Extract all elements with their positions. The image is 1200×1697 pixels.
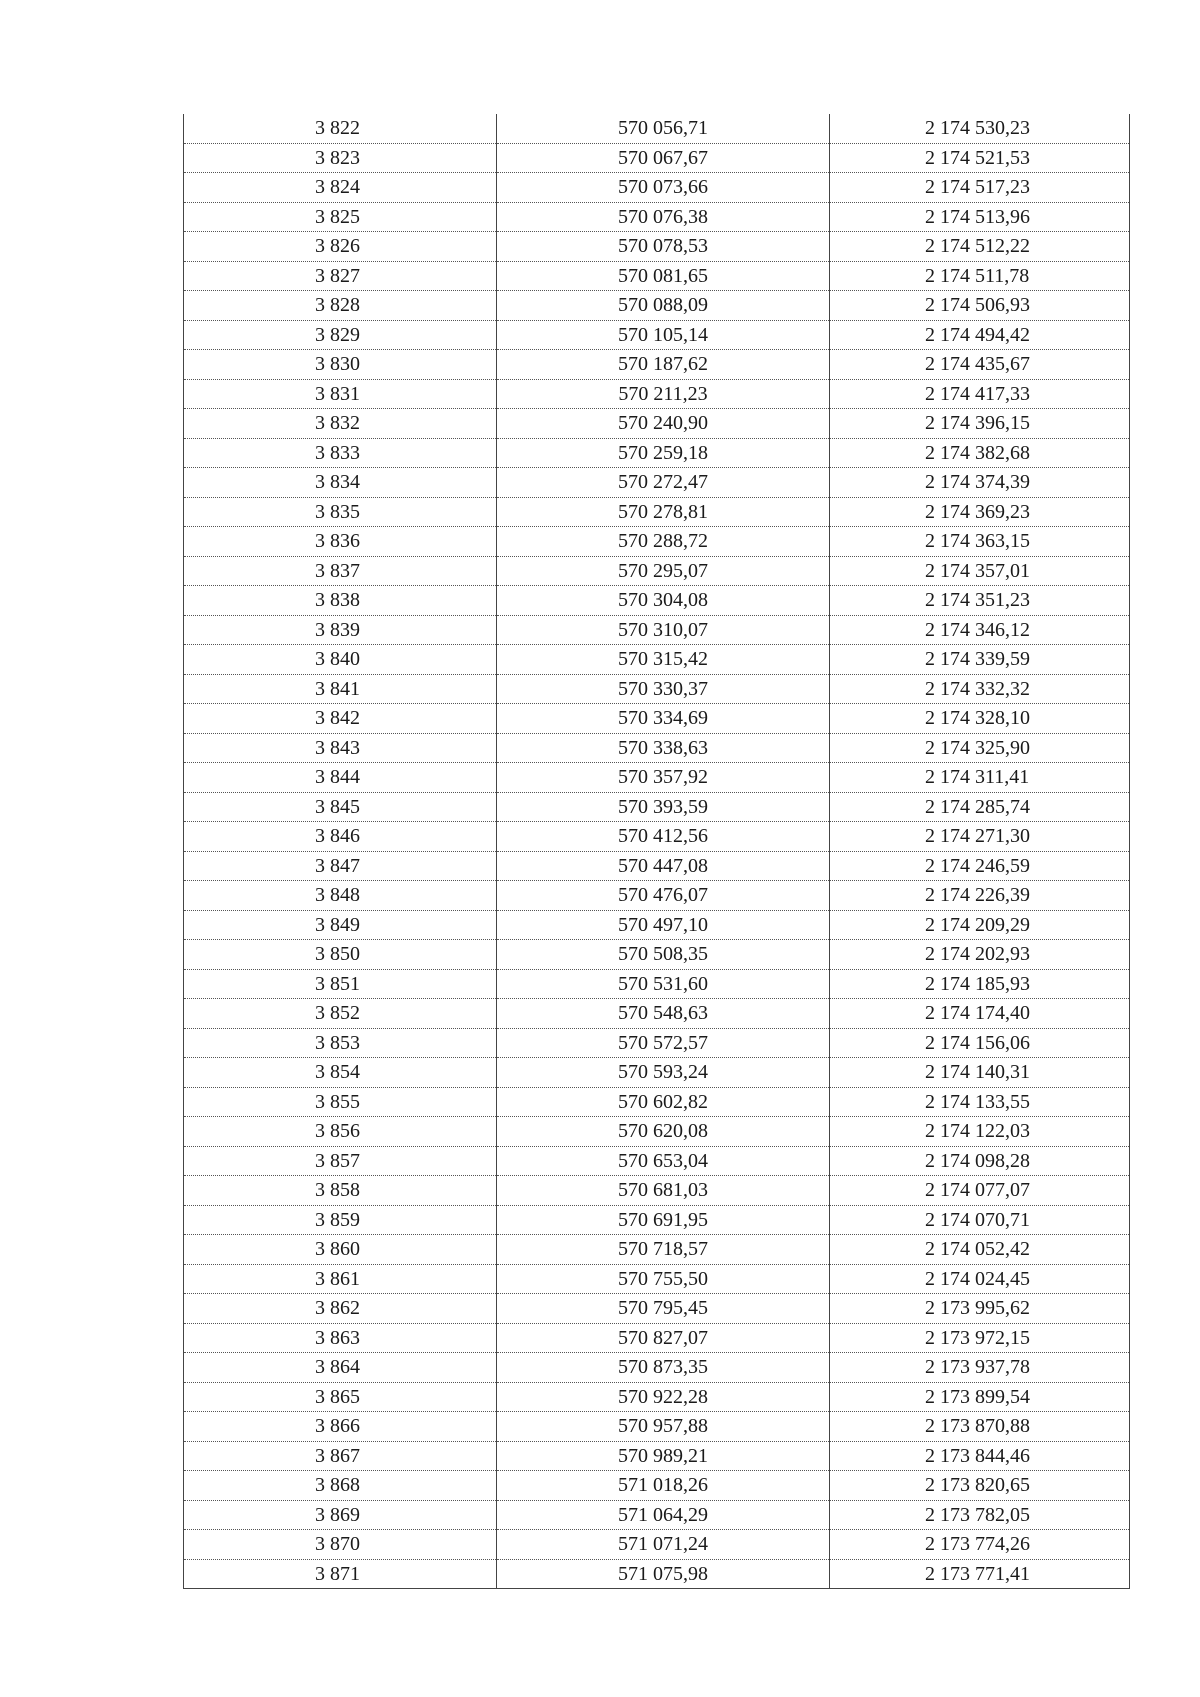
x-coordinate-cell: 570 240,90: [497, 409, 830, 439]
x-coordinate-cell: 570 957,88: [497, 1412, 830, 1442]
table-row: [184, 1205, 1130, 1235]
x-coordinate-cell: 570 873,35: [497, 1353, 830, 1383]
table-row: [184, 733, 1130, 763]
y-coordinate-cell: 2 174 530,23: [830, 114, 1130, 143]
point-number-cell: 3 856: [184, 1117, 497, 1147]
point-number-cell: 3 852: [184, 999, 497, 1029]
table-row: [184, 556, 1130, 586]
x-coordinate-cell: 570 691,95: [497, 1205, 830, 1235]
y-coordinate-cell: 2 173 782,05: [830, 1500, 1130, 1530]
y-coordinate-cell: 2 174 185,93: [830, 969, 1130, 999]
x-coordinate-cell: 570 531,60: [497, 969, 830, 999]
y-coordinate-cell: 2 174 506,93: [830, 291, 1130, 321]
table-row: [184, 1530, 1130, 1560]
y-coordinate-cell: 2 174 052,42: [830, 1235, 1130, 1265]
y-coordinate-cell: 2 174 070,71: [830, 1205, 1130, 1235]
point-number-cell: 3 833: [184, 438, 497, 468]
y-coordinate-cell: 2 174 332,32: [830, 674, 1130, 704]
y-coordinate-cell: 2 174 285,74: [830, 792, 1130, 822]
y-coordinate-cell: 2 174 098,28: [830, 1146, 1130, 1176]
y-coordinate-cell: 2 174 024,45: [830, 1264, 1130, 1294]
table-row: [184, 881, 1130, 911]
y-coordinate-cell: 2 174 369,23: [830, 497, 1130, 527]
point-number-cell: 3 851: [184, 969, 497, 999]
point-number-cell: 3 835: [184, 497, 497, 527]
point-number-cell: 3 838: [184, 586, 497, 616]
x-coordinate-cell: 571 071,24: [497, 1530, 830, 1560]
x-coordinate-cell: 570 310,07: [497, 615, 830, 645]
table-row: [184, 1441, 1130, 1471]
point-number-cell: 3 831: [184, 379, 497, 409]
x-coordinate-cell: 570 081,65: [497, 261, 830, 291]
point-number-cell: 3 841: [184, 674, 497, 704]
table-row: [184, 320, 1130, 350]
point-number-cell: 3 865: [184, 1382, 497, 1412]
point-number-cell: 3 846: [184, 822, 497, 852]
table-row: [184, 114, 1130, 143]
table-row: [184, 143, 1130, 173]
table-row: [184, 999, 1130, 1029]
y-coordinate-cell: 2 174 174,40: [830, 999, 1130, 1029]
table-row: [184, 409, 1130, 439]
table-row: [184, 261, 1130, 291]
point-number-cell: 3 861: [184, 1264, 497, 1294]
table-row: [184, 1264, 1130, 1294]
point-number-cell: 3 827: [184, 261, 497, 291]
table-row: [184, 586, 1130, 616]
table-row: [184, 1176, 1130, 1206]
point-number-cell: 3 824: [184, 173, 497, 203]
table-row: [184, 1146, 1130, 1176]
table-row: [184, 350, 1130, 380]
y-coordinate-cell: 2 174 382,68: [830, 438, 1130, 468]
point-number-cell: 3 870: [184, 1530, 497, 1560]
x-coordinate-cell: 570 272,47: [497, 468, 830, 498]
table-row: [184, 1028, 1130, 1058]
coordinates-table: [183, 114, 1130, 1589]
x-coordinate-cell: 570 330,37: [497, 674, 830, 704]
point-number-cell: 3 869: [184, 1500, 497, 1530]
table-row: [184, 379, 1130, 409]
x-coordinate-cell: 570 827,07: [497, 1323, 830, 1353]
table-row: [184, 202, 1130, 232]
y-coordinate-cell: 2 173 820,65: [830, 1471, 1130, 1501]
point-number-cell: 3 864: [184, 1353, 497, 1383]
y-coordinate-cell: 2 174 511,78: [830, 261, 1130, 291]
x-coordinate-cell: 571 064,29: [497, 1500, 830, 1530]
point-number-cell: 3 858: [184, 1176, 497, 1206]
table-row: [184, 851, 1130, 881]
point-number-cell: 3 839: [184, 615, 497, 645]
table-row: [184, 674, 1130, 704]
table-row: [184, 1471, 1130, 1501]
x-coordinate-cell: 570 078,53: [497, 232, 830, 262]
y-coordinate-cell: 2 174 339,59: [830, 645, 1130, 675]
y-coordinate-cell: 2 174 133,55: [830, 1087, 1130, 1117]
y-coordinate-cell: 2 173 995,62: [830, 1294, 1130, 1324]
x-coordinate-cell: 570 476,07: [497, 881, 830, 911]
y-coordinate-cell: 2 174 374,39: [830, 468, 1130, 498]
table-row: [184, 1412, 1130, 1442]
table-row: [184, 1382, 1130, 1412]
y-coordinate-cell: 2 174 351,23: [830, 586, 1130, 616]
point-number-cell: 3 822: [184, 114, 497, 143]
x-coordinate-cell: 570 056,71: [497, 114, 830, 143]
x-coordinate-cell: 570 412,56: [497, 822, 830, 852]
x-coordinate-cell: 570 295,07: [497, 556, 830, 586]
point-number-cell: 3 826: [184, 232, 497, 262]
table-row: [184, 497, 1130, 527]
table-row: [184, 173, 1130, 203]
point-number-cell: 3 842: [184, 704, 497, 734]
x-coordinate-cell: 570 076,38: [497, 202, 830, 232]
table-row: [184, 1235, 1130, 1265]
x-coordinate-cell: 570 681,03: [497, 1176, 830, 1206]
point-number-cell: 3 862: [184, 1294, 497, 1324]
x-coordinate-cell: 570 259,18: [497, 438, 830, 468]
x-coordinate-cell: 570 593,24: [497, 1058, 830, 1088]
x-coordinate-cell: 570 278,81: [497, 497, 830, 527]
y-coordinate-cell: 2 174 396,15: [830, 409, 1130, 439]
point-number-cell: 3 849: [184, 910, 497, 940]
point-number-cell: 3 853: [184, 1028, 497, 1058]
x-coordinate-cell: 570 508,35: [497, 940, 830, 970]
point-number-cell: 3 830: [184, 350, 497, 380]
table-row: [184, 438, 1130, 468]
y-coordinate-cell: 2 174 077,07: [830, 1176, 1130, 1206]
x-coordinate-cell: 570 288,72: [497, 527, 830, 557]
point-number-cell: 3 840: [184, 645, 497, 675]
y-coordinate-cell: 2 174 325,90: [830, 733, 1130, 763]
x-coordinate-cell: 570 357,92: [497, 763, 830, 793]
y-coordinate-cell: 2 174 328,10: [830, 704, 1130, 734]
y-coordinate-cell: 2 174 246,59: [830, 851, 1130, 881]
y-coordinate-cell: 2 173 771,41: [830, 1559, 1130, 1589]
table-row: [184, 1117, 1130, 1147]
x-coordinate-cell: 570 088,09: [497, 291, 830, 321]
point-number-cell: 3 828: [184, 291, 497, 321]
y-coordinate-cell: 2 174 122,03: [830, 1117, 1130, 1147]
x-coordinate-cell: 571 018,26: [497, 1471, 830, 1501]
table-row: [184, 645, 1130, 675]
point-number-cell: 3 836: [184, 527, 497, 557]
x-coordinate-cell: 570 572,57: [497, 1028, 830, 1058]
point-number-cell: 3 823: [184, 143, 497, 173]
x-coordinate-cell: 571 075,98: [497, 1559, 830, 1589]
x-coordinate-cell: 570 393,59: [497, 792, 830, 822]
table-row: [184, 763, 1130, 793]
point-number-cell: 3 844: [184, 763, 497, 793]
y-coordinate-cell: 2 173 774,26: [830, 1530, 1130, 1560]
point-number-cell: 3 866: [184, 1412, 497, 1442]
table-row: [184, 822, 1130, 852]
x-coordinate-cell: 570 073,66: [497, 173, 830, 203]
y-coordinate-cell: 2 173 899,54: [830, 1382, 1130, 1412]
y-coordinate-cell: 2 174 512,22: [830, 232, 1130, 262]
y-coordinate-cell: 2 173 937,78: [830, 1353, 1130, 1383]
point-number-cell: 3 871: [184, 1559, 497, 1589]
x-coordinate-cell: 570 620,08: [497, 1117, 830, 1147]
x-coordinate-cell: 570 304,08: [497, 586, 830, 616]
x-coordinate-cell: 570 067,67: [497, 143, 830, 173]
y-coordinate-cell: 2 174 513,96: [830, 202, 1130, 232]
coordinates-table-body: [184, 114, 1130, 1589]
table-row: [184, 232, 1130, 262]
x-coordinate-cell: 570 211,23: [497, 379, 830, 409]
table-row: [184, 940, 1130, 970]
table-row: [184, 704, 1130, 734]
x-coordinate-cell: 570 497,10: [497, 910, 830, 940]
y-coordinate-cell: 2 174 357,01: [830, 556, 1130, 586]
y-coordinate-cell: 2 174 363,15: [830, 527, 1130, 557]
table-row: [184, 527, 1130, 557]
x-coordinate-cell: 570 338,63: [497, 733, 830, 763]
x-coordinate-cell: 570 315,42: [497, 645, 830, 675]
x-coordinate-cell: 570 602,82: [497, 1087, 830, 1117]
y-coordinate-cell: 2 174 417,33: [830, 379, 1130, 409]
x-coordinate-cell: 570 922,28: [497, 1382, 830, 1412]
point-number-cell: 3 855: [184, 1087, 497, 1117]
table-row: [184, 1500, 1130, 1530]
point-number-cell: 3 860: [184, 1235, 497, 1265]
point-number-cell: 3 837: [184, 556, 497, 586]
point-number-cell: 3 847: [184, 851, 497, 881]
table-row: [184, 615, 1130, 645]
x-coordinate-cell: 570 653,04: [497, 1146, 830, 1176]
point-number-cell: 3 832: [184, 409, 497, 439]
y-coordinate-cell: 2 174 517,23: [830, 173, 1130, 203]
table-row: [184, 1353, 1130, 1383]
point-number-cell: 3 863: [184, 1323, 497, 1353]
point-number-cell: 3 854: [184, 1058, 497, 1088]
point-number-cell: 3 834: [184, 468, 497, 498]
y-coordinate-cell: 2 174 156,06: [830, 1028, 1130, 1058]
y-coordinate-cell: 2 174 140,31: [830, 1058, 1130, 1088]
y-coordinate-cell: 2 174 521,53: [830, 143, 1130, 173]
y-coordinate-cell: 2 174 202,93: [830, 940, 1130, 970]
point-number-cell: 3 867: [184, 1441, 497, 1471]
table-row: [184, 1559, 1130, 1589]
table-row: [184, 291, 1130, 321]
point-number-cell: 3 848: [184, 881, 497, 911]
table-row: [184, 468, 1130, 498]
y-coordinate-cell: 2 174 494,42: [830, 320, 1130, 350]
point-number-cell: 3 850: [184, 940, 497, 970]
y-coordinate-cell: 2 174 271,30: [830, 822, 1130, 852]
y-coordinate-cell: 2 173 870,88: [830, 1412, 1130, 1442]
x-coordinate-cell: 570 989,21: [497, 1441, 830, 1471]
y-coordinate-cell: 2 174 209,29: [830, 910, 1130, 940]
table-row: [184, 969, 1130, 999]
table-row: [184, 1294, 1130, 1324]
point-number-cell: 3 829: [184, 320, 497, 350]
table-row: [184, 1087, 1130, 1117]
point-number-cell: 3 857: [184, 1146, 497, 1176]
y-coordinate-cell: 2 174 226,39: [830, 881, 1130, 911]
point-number-cell: 3 843: [184, 733, 497, 763]
point-number-cell: 3 845: [184, 792, 497, 822]
x-coordinate-cell: 570 755,50: [497, 1264, 830, 1294]
point-number-cell: 3 859: [184, 1205, 497, 1235]
y-coordinate-cell: 2 174 435,67: [830, 350, 1130, 380]
x-coordinate-cell: 570 105,14: [497, 320, 830, 350]
x-coordinate-cell: 570 334,69: [497, 704, 830, 734]
table-row: [184, 1323, 1130, 1353]
x-coordinate-cell: 570 718,57: [497, 1235, 830, 1265]
point-number-cell: 3 825: [184, 202, 497, 232]
x-coordinate-cell: 570 795,45: [497, 1294, 830, 1324]
x-coordinate-cell: 570 548,63: [497, 999, 830, 1029]
table-row: [184, 910, 1130, 940]
point-number-cell: 3 868: [184, 1471, 497, 1501]
y-coordinate-cell: 2 174 346,12: [830, 615, 1130, 645]
x-coordinate-cell: 570 187,62: [497, 350, 830, 380]
y-coordinate-cell: 2 173 844,46: [830, 1441, 1130, 1471]
y-coordinate-cell: 2 174 311,41: [830, 763, 1130, 793]
x-coordinate-cell: 570 447,08: [497, 851, 830, 881]
table-row: [184, 792, 1130, 822]
table-row: [184, 1058, 1130, 1088]
y-coordinate-cell: 2 173 972,15: [830, 1323, 1130, 1353]
